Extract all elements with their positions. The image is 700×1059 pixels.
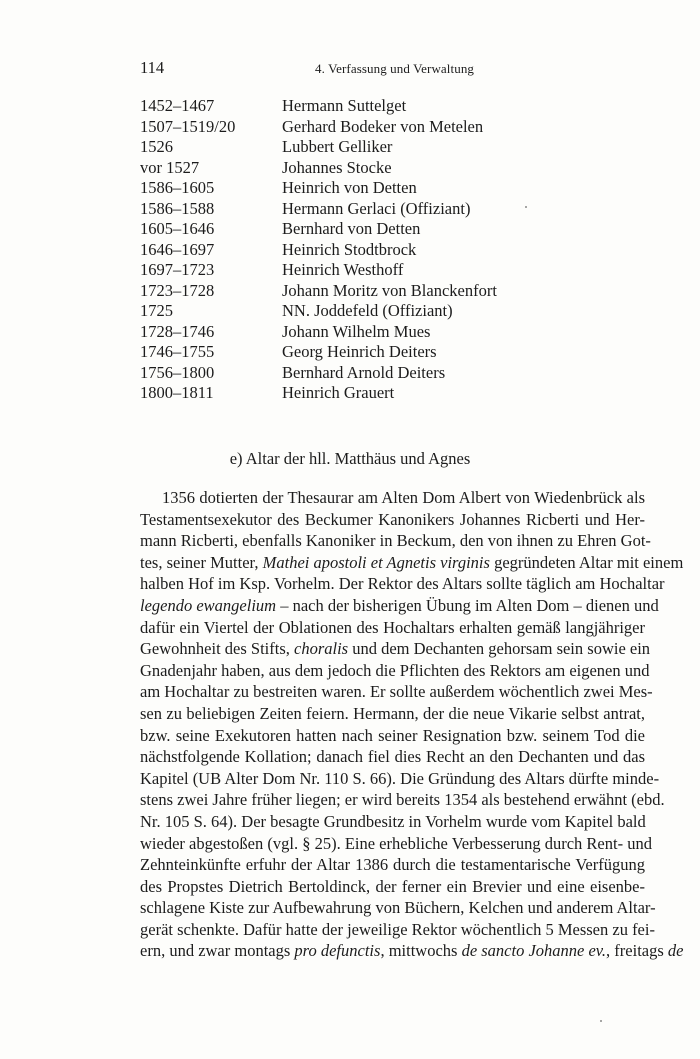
text-line: sen zu beliebigen Zeiten feiern. Hermann, der die neue Vikarie selbst antrat, [140, 703, 645, 723]
rector-entry [140, 158, 645, 179]
rector-entry [140, 281, 645, 302]
rector-name: Georg Heinrich Deiters [282, 342, 437, 361]
rector-entry [140, 322, 645, 343]
rector-entry [140, 383, 645, 404]
rector-entry [140, 117, 645, 138]
tenure-years: 1723–1728 [140, 280, 215, 300]
rector-entry [140, 199, 645, 220]
rector-name: Hermann Suttelget [282, 96, 407, 115]
tenure-years: 1507–1519/20 [140, 116, 236, 136]
text-line: dafür ein Viertel der Oblationen des Hochaltars erhalten gemäß langjähriger [140, 617, 645, 637]
text-line: 1356 dotierten der Thesaurar am Alten Dom Albert von Wiedenbrück als [162, 488, 645, 507]
rector-entry [140, 137, 645, 158]
text-line: am Hochaltar zu bestreiten waren. Er sollte außerdem wöchentlich zwei Mes- [140, 682, 653, 702]
page-number: 114 [140, 58, 165, 77]
text-line: Gewohnheit des Stifts, choralis und dem Dechanten gehorsam sein sowie ein [140, 639, 651, 659]
text-line: tes, seiner Mutter, Mathei apostoli et Agnetis virginis gegründeten Altar mit einem [140, 552, 684, 572]
text-line: Kapitel (UB Alter Dom Nr. 110 S. 66). Die Gründung des Altars dürfte minde- [140, 768, 660, 788]
latin-phrase: de sancto Johanne ev. [461, 941, 607, 961]
latin-phrase: de [667, 941, 684, 961]
tenure-years: 1756–1800 [140, 362, 215, 382]
tenure-years: 1800–1811 [140, 383, 214, 402]
text-line: stens zwei Jahre früher liegen; er wird bereits 1354 als bestehend erwähnt (ebd. [140, 790, 665, 810]
body-paragraph [140, 487, 684, 962]
latin-phrase: Mathei apostoli et Agnetis virginis [262, 552, 490, 572]
text-line: Nr. 105 S. 64). Der besagte Grundbesitz in Vorhelm wurde vom Kapitel bald [140, 811, 646, 831]
rector-name: Bernhard von Detten [282, 219, 421, 238]
rector-entry [140, 178, 645, 199]
text-line: mann Ricberti, ebenfalls Kanoniker in Beckum, den von ihnen zu Ehren Got- [140, 531, 651, 551]
rector-name: Heinrich Stodtbrock [282, 239, 417, 259]
text-line: bzw. seine Exekutoren hatten nach seiner Resignation bzw. seinem Tod die [140, 725, 645, 745]
chapter-title: 4. Verfassung und Verwaltung [315, 61, 475, 76]
tenure-years: 1697–1723 [140, 260, 215, 279]
section-heading: e) Altar der hll. Matthäus und Agnes [229, 449, 471, 468]
text-line: ern, und zwar montags pro defunctis, mittwochs de sancto Johanne ev., freitags de [140, 941, 684, 961]
rector-entry [140, 96, 645, 117]
text-line: nächstfolgende Kollation; danach fiel dies Recht an den Dechanten und das [140, 747, 645, 767]
rector-entry [140, 342, 645, 363]
rector-entry [140, 219, 645, 240]
latin-phrase: pro defunctis [294, 941, 381, 961]
tenure-years: 1728–1746 [140, 321, 215, 341]
rector-name: Gerhard Bodeker von Metelen [282, 116, 484, 136]
rector-name: Heinrich Grauert [282, 383, 395, 402]
tenure-years: 1725 [140, 301, 173, 320]
rector-name: Lubbert Gelliker [282, 137, 393, 156]
rector-name: Johannes Stocke [282, 157, 392, 177]
rector-entry [140, 301, 645, 322]
rector-name: Hermann Gerlaci (Offiziant) [282, 198, 471, 218]
rector-name: Bernhard Arnold Deiters [282, 362, 446, 382]
rector-entry [140, 260, 645, 281]
tenure-years: 1746–1755 [140, 342, 215, 361]
tenure-years: 1452–1467 [140, 96, 215, 115]
text-line: schlagene Kiste zur Aufbewahrung von Büchern, Kelchen und anderem Altar- [140, 898, 656, 918]
text-line: wieder abgestoßen (vgl. § 25). Eine erhebliche Verbesserung durch Rent- und [140, 833, 652, 853]
tenure-years: 1526 [140, 137, 173, 156]
rector-list [140, 96, 645, 404]
rector-name: NN. Joddefeld (Offiziant) [282, 301, 453, 320]
text-line: des Propstes Dietrich Bertoldinck, der ferner ein Brevier und eine eisenbe- [140, 876, 645, 896]
tenure-years: vor 1527 [140, 157, 200, 177]
print-speck [600, 1020, 602, 1022]
rector-entry [140, 363, 645, 384]
tenure-years: 1586–1588 [140, 198, 215, 218]
text-line: gerät schenkte. Dafür hatte der jeweilige Rektor wöchentlich 5 Messen zu fei- [140, 919, 655, 939]
rector-name: Johann Wilhelm Mues [282, 321, 431, 341]
rector-name: Heinrich Westhoff [282, 260, 404, 279]
print-speck [525, 206, 527, 208]
latin-phrase: legendo ewangelium [140, 595, 277, 615]
text-line: halben Hof im Ksp. Vorhelm. Der Rektor des Altars sollte täglich am Hochaltar [140, 574, 665, 594]
rector-name: Heinrich von Detten [282, 178, 417, 197]
tenure-years: 1646–1697 [140, 239, 215, 259]
rector-name: Johann Moritz von Blanckenfort [282, 280, 497, 300]
latin-phrase: choralis [294, 639, 349, 659]
running-header [140, 58, 645, 82]
text-line: Zehnteinkünfte erfuhr der Altar 1386 durch die testamentarische Verfügung [140, 855, 645, 875]
text-line: legendo ewangelium – nach der bisherigen Übung im Alten Dom – dienen und [140, 595, 659, 615]
tenure-years: 1586–1605 [140, 178, 215, 197]
text-line: Gnadenjahr haben, aus dem jedoch die Pflichten des Rektors am eigenen und [140, 660, 650, 680]
tenure-years: 1605–1646 [140, 219, 215, 238]
text-line: Testamentsexekutor des Beckumer Kanonikers Johannes Ricberti und Her- [140, 509, 645, 529]
rector-entry [140, 240, 645, 261]
